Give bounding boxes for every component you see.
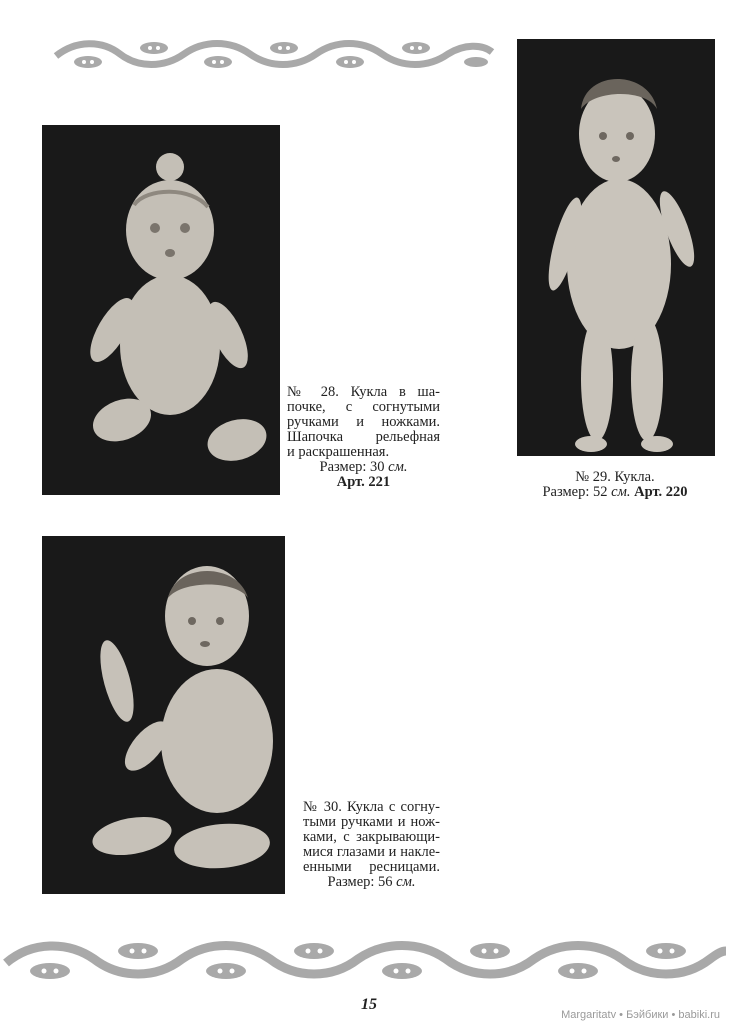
watermark: Margaritatv • Бэйбики • babiki.ru: [561, 1009, 720, 1021]
size-line: [303, 875, 440, 890]
doll-28-photo: [42, 125, 280, 495]
size-label: Размер: 30: [319, 459, 385, 475]
caption-line: и раскрашенная.: [287, 444, 390, 460]
caption-line: № 29. Кукла.: [575, 469, 655, 485]
doll-28-caption: [287, 385, 440, 490]
caption-line: № 28. Кукла в ша-: [287, 384, 440, 400]
page-number: 15: [361, 996, 377, 1013]
caption-line: почке, с согнутыми: [287, 399, 440, 415]
caption-line: ручками и ножками.: [287, 414, 440, 430]
size-line: [520, 485, 710, 500]
caption-line: мися глазами и накле-: [303, 844, 440, 860]
size-label: Размер: 52: [542, 484, 608, 500]
size-unit: см.: [611, 484, 631, 500]
doll-30-caption: [303, 800, 440, 890]
article-number: Арт. 220: [634, 484, 688, 500]
caption-line: тыми ручками и нож-: [303, 814, 440, 830]
doll-30-photo: [42, 536, 285, 894]
top-ornament: [50, 38, 496, 74]
caption-line: № 30. Кукла с согну-: [303, 799, 440, 815]
size-line: [287, 460, 440, 475]
size-label: Размер: 56: [327, 874, 393, 890]
doll-29-caption: [520, 470, 710, 500]
size-unit: см.: [388, 459, 408, 475]
caption-line: енными ресницами.: [303, 859, 440, 875]
doll-29-photo: [517, 39, 715, 456]
size-unit: см.: [396, 874, 416, 890]
caption-line: ками, с закрывающи-: [303, 829, 440, 845]
article-number: Арт. 221: [336, 474, 391, 490]
caption-line: Шапочка рельефная: [287, 429, 440, 445]
bottom-ornament: [2, 937, 728, 989]
